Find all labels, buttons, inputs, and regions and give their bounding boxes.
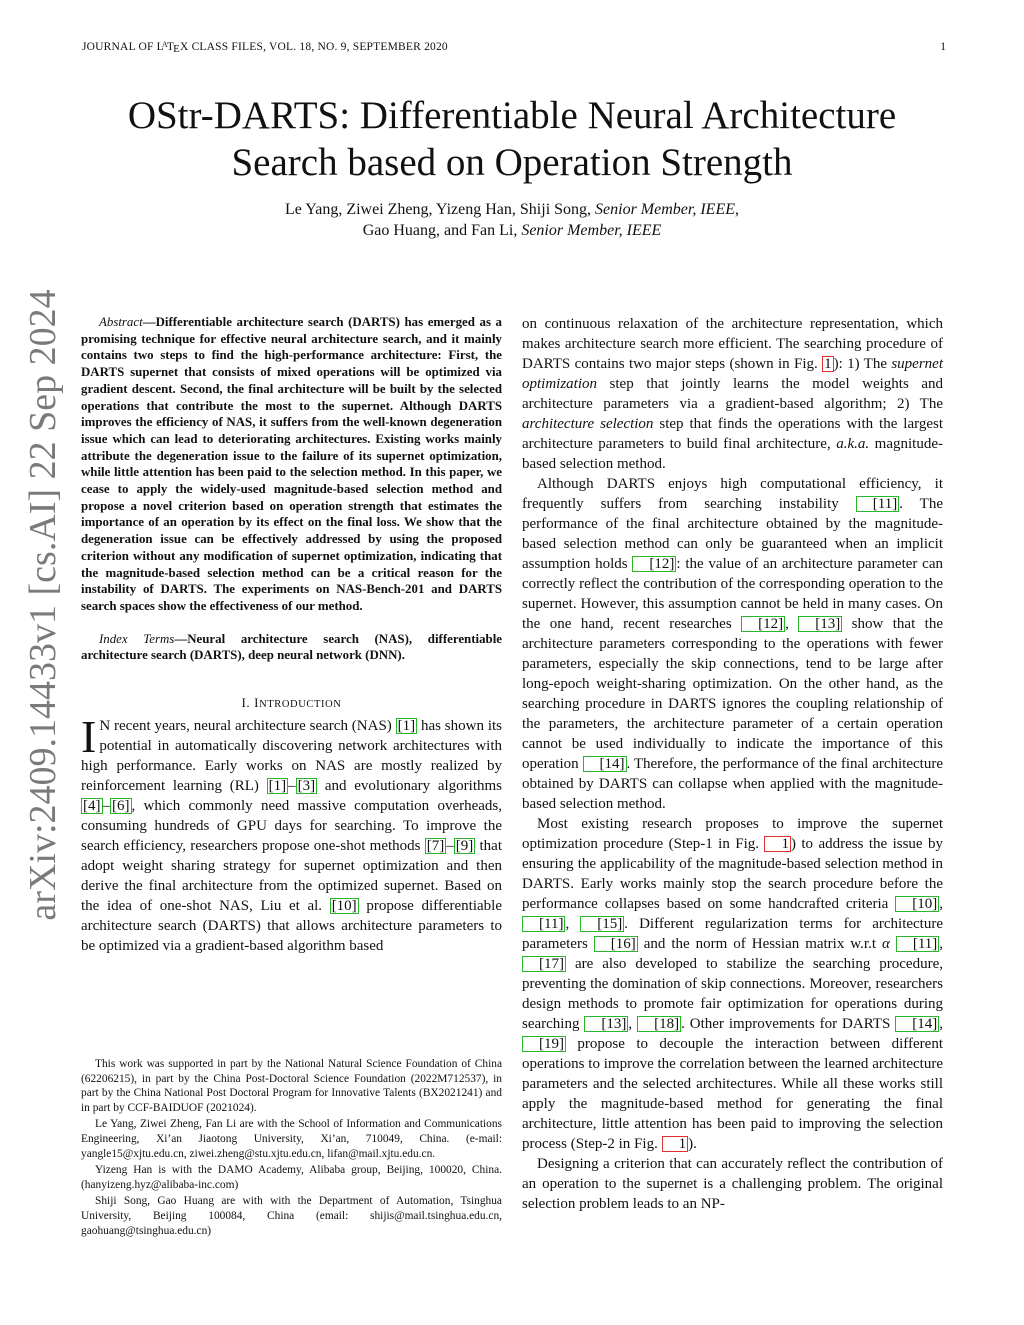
citation-link[interactable]: [15] (580, 916, 624, 932)
citation-link[interactable]: [11] (856, 496, 899, 512)
citation-link[interactable]: [10] (895, 896, 939, 912)
right-paragraph-3: Most existing research proposes to improve the supernet optimization procedure (Step-1 in Fig. 1 ) to address the issue by ensuring the applicability of the magnitude-based selection method in DARTS. Early works mainly stop the search procedure before the performance collapses based on some handcrafted criteria [10] , [11] , [15] . Different regularization terms for architecture parameters [16] and the norm of Hessian matrix w.r.t α [11] , [17] are also developed to stabilize the searching procedure, preventing the domination of skip connections. Moreover, researchers design methods to promote fair optimization for operations during searching [13] , [18] . Other improvements for DARTS [14] , [19] propose to decouple the interaction between different operations to improve the correlation between the learned architecture parameters and the selected architectures. While all these works still apply the magnitude-based method for generating the final architecture, little attention has been paid to improving the selection process (Step-2 in Fig. 1 ). (522, 816, 944, 1152)
right-paragraph-2: Although DARTS enjoys high computational efficiency, it frequently suffers from searching instability [11] . The performance of the final architecture obtained by the magnitude-based selection method can only be guaranteed when an implicit assumption holds [12] : the value of an architecture parameter can correctly reflect the contribution of the corresponding operation to the supernet. However, this assumption cannot be held in many cases. On the one hand, recent researches [12] , [13] show that the architecture parameters corresponding to the operations with fewer parameters, especially the skip connections, tend to be large after long-epoch weight-sharing optimization. On the other hand, as the searching procedure in DARTS ignores the coupling relationship of the parameters, the architecture parameter of a certain operation cannot be used individually to indicate the importance of this operation [14] . Therefore, the performance of the final architecture obtained by DARTS can collapse when applied with the magnitude-based selection method. (522, 476, 943, 812)
right-paragraph-4: Designing a criterion that can accurately reflect the contribution of an operation to the supernet is a challenging problem. The original selection problem leads to an NP- (522, 1156, 943, 1212)
section-heading-introduction: I. INTRODUCTION (241, 695, 342, 711)
left-column (81, 314, 502, 956)
running-head: JOURNAL OF $L^ATEX$ CLASS FILES, VOL. 18, NO. 9, SEPTEMBER 2020 (82, 40, 448, 55)
citation-link[interactable]: [11] (896, 936, 939, 952)
abstract-label: Abstract (99, 315, 143, 329)
citation-link[interactable]: [13] (798, 616, 842, 632)
footnote-affiliation-xjtu: Le Yang, Ziwei Zheng, Fan Li are with the School of Information and Communications Engineering, Xi’an Jiaotong University, Xi’an, 710049, China. (e-mail: yangle15@xjtu.edu.cn, ziwei.zheng@stu.xjtu.edu.cn, lifan@mail.xjtu.edu.cn. (81, 1118, 502, 1160)
author-list (0, 199, 1024, 241)
figure-link[interactable]: 1 (824, 356, 832, 372)
citation-link[interactable]: [13] (584, 1016, 628, 1032)
citation-link[interactable]: [14] (583, 756, 627, 772)
abstract-text: —Differentiable architecture search (DARTS) has emerged as a promising technique for effective neural architecture search, and it mainly contains two steps to find the high-performance architecture: First, the DARTS supernet that consists of mixed operations will be optimized via gradient descent. Second, the final architecture will be built by the selected operations that contribute the most to the supernet. Although DARTS improves the efficiency of NAS, it suffers from the well-known degeneration issue which can lead to deteriorating architectures. Existing works mainly attribute the degeneration issue to the failure of its supernet optimization, while little attention has been paid to the selection method. In this paper, we cease to apply the widely-used magnitude-based selection method and propose a novel criterion based on operation strength that estimates the importance of an operation by its effect on the final loss. We show that the degeneration issue can be effectively addressed by using the proposed criterion without any modification of supernet optimization, indicating that the magnitude-based selection method can be a critical reason for the instability of DARTS. The experiments on NAS-Bench-201 and DARTS search spaces show the effectiveness of our method. (81, 315, 502, 613)
arxiv-stamp-text: arXiv:2409.14433v1 [cs.AI] 22 Sep 2024 (22, 289, 64, 921)
citation-link[interactable]: [3] (297, 778, 316, 795)
citation-link[interactable]: [10] (331, 898, 357, 915)
figure-link[interactable]: 1 (764, 836, 791, 852)
citation-link[interactable]: [9] (455, 838, 474, 855)
page-number: 1 (940, 41, 946, 53)
author-line-1: Le Yang, Ziwei Zheng, Yizeng Han, Shiji Song, Senior Member, IEEE, (284, 201, 739, 218)
citation-link[interactable]: [17] (522, 956, 566, 972)
citation-link[interactable]: [12] (741, 616, 785, 632)
citation-link[interactable]: [7] (426, 838, 445, 855)
citation-link[interactable]: [1] (268, 778, 287, 795)
drop-cap: I (81, 711, 97, 763)
intro-paragraph: I N recent years, neural architecture search (NAS) [1] has shown its potential in automatically discovering network architectures with high performance. Early works on NAS are mostly realized by reinforcement learning (RL) [1] – [3] and evolutionary algorithms [4] – [6] , which commonly need massive computation overheads, consuming hundreds of GPU days for searching. To improve the search efficiency, researchers propose one-shot methods [7] – [9] that adopt weight sharing strategy for supernet optimization and then derive the final architecture from the optimized supernet. Based on the idea of one-shot NAS, Liu et al. [10] propose differentiable architecture search (DARTS) that allows architecture parameters to be optimized via a gradient-based algorithm based (81, 711, 502, 955)
author-line-2: Gao Huang, and Fan Li, Senior Member, IEEE (362, 222, 662, 239)
title-line-1: OStr-DARTS: Differentiable Neural Architecture (127, 94, 897, 137)
footnote-funding: This work was supported in part by the National Natural Science Foundation of China (62206215), in part by the China Post-Doctoral Science Foundation (2022M712537), in part by the China National Post Doctoral Program for Innovative Talents (BX2021241) and in part by CCF-BAIDUOF (2021024). (81, 1058, 502, 1114)
paper-title (0, 92, 1024, 186)
citation-link[interactable]: [19] (522, 1036, 566, 1052)
citation-link[interactable]: [11] (522, 916, 565, 932)
citation-link[interactable]: [4] (83, 798, 101, 815)
citation-link[interactable]: [12] (632, 556, 676, 572)
citation-link[interactable]: [18] (637, 1016, 681, 1032)
index-terms-text: —Neural architecture search (NAS), differentiable architecture search (DARTS), deep neural network (DNN). (81, 631, 502, 663)
citation-link[interactable]: [16] (594, 936, 638, 952)
right-paragraph-1: on continuous relaxation of the architecture representation, which makes architecture search more efficient. The searching procedure of DARTS contains two major steps (shown in Fig. 1 ): 1) The supernet optimization step that jointly learns the model weights and architecture parameters via a gradient-based algorithm; 2) The architecture selection step that finds the operations with the largest architecture parameters to build final architecture, a.k.a. magnitude-based selection method. (522, 316, 943, 472)
footnotes (81, 1057, 502, 1240)
right-column (522, 314, 943, 1214)
index-terms (81, 631, 502, 664)
citation-link[interactable]: [6] (112, 798, 130, 815)
citation-link[interactable]: [1] (397, 718, 416, 735)
abstract (81, 314, 502, 615)
footnote-affiliation-damo: Yizeng Han is with the DAMO Academy, Alibaba group, Beijing, 100020, China. (hanyizeng.hyz@alibaba-inc.com) (81, 1164, 502, 1191)
figure-link[interactable]: 1 (662, 1136, 689, 1152)
citation-link[interactable]: [14] (895, 1016, 939, 1032)
index-terms-label: Index Terms (99, 631, 175, 646)
footnote-affiliation-tsinghua: Shiji Song, Gao Huang are with with the Department of Automation, Tsinghua University, Beijing 100084, China (email: shijis@mail.tsinghua.edu.cn, gaohuang@tsinghua.edu.cn) (81, 1195, 502, 1237)
title-line-2: Search based on Operation Strength (231, 141, 793, 184)
